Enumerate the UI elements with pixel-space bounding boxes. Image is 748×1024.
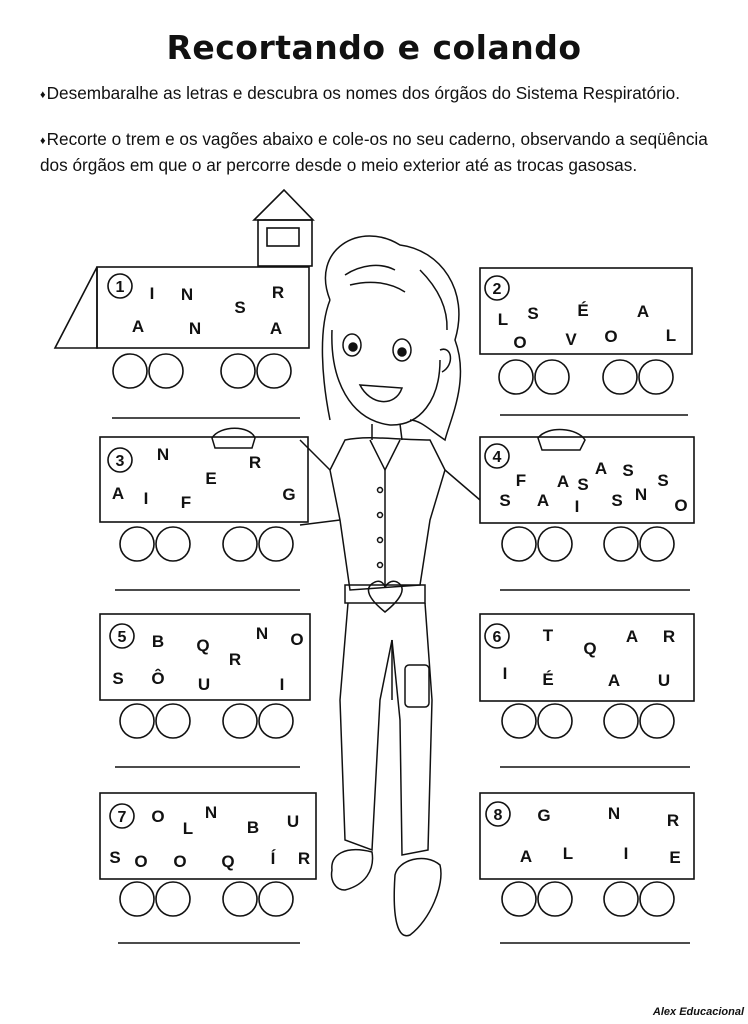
letter: N — [607, 804, 621, 823]
instruction-2-text: Recorte o trem e os vagões abaixo e cole-os no seu caderno, observando a seqüência dos órgãos em que o ar percorre desde o meio exterior até as trocas gasosas. — [40, 129, 708, 175]
letter: B — [246, 818, 260, 837]
car-number-3: 3 — [115, 453, 125, 470]
letter: S — [109, 848, 121, 867]
letter: O — [173, 852, 187, 871]
letter: I — [149, 284, 155, 303]
letter: N — [188, 319, 202, 338]
car-number-4: 4 — [492, 449, 502, 466]
letter: A — [519, 847, 533, 866]
letter: I — [574, 497, 580, 516]
letter: Ô — [151, 669, 165, 688]
letter: A — [269, 319, 283, 338]
page-title: Recortando e colando — [166, 28, 582, 67]
letter: I — [623, 844, 629, 863]
bullet-icon: ♦ — [40, 135, 46, 147]
letter: I — [143, 489, 149, 508]
letter: A — [625, 627, 639, 646]
letter: S — [577, 475, 589, 494]
letter: F — [180, 493, 192, 512]
letter: A — [636, 302, 650, 321]
letter: L — [562, 844, 574, 863]
letter: É — [542, 670, 554, 689]
letter: R — [662, 627, 676, 646]
car-number-2: 2 — [492, 281, 502, 298]
letter: U — [197, 675, 211, 694]
letter: R — [248, 453, 262, 472]
letter: N — [156, 445, 170, 464]
girl-illustration — [212, 236, 585, 936]
letter: O — [604, 327, 618, 346]
letter: O — [134, 852, 148, 871]
letter: R — [666, 811, 680, 830]
train-car-8 — [480, 793, 694, 943]
letter: S — [657, 471, 669, 490]
letter: N — [255, 624, 269, 643]
car-number-5: 5 — [117, 629, 127, 646]
publisher-credit: Alex Educacional — [652, 1006, 744, 1018]
car-number-1: 1 — [115, 279, 125, 296]
letter: S — [234, 298, 246, 317]
letter: Q — [196, 636, 210, 655]
letter: B — [151, 632, 165, 651]
car-number-8: 8 — [493, 807, 503, 824]
letter: E — [669, 848, 681, 867]
letter: R — [271, 283, 285, 302]
letter: O — [151, 807, 165, 826]
letter: Q — [221, 852, 235, 871]
letter: G — [537, 806, 551, 825]
letter: A — [594, 459, 608, 478]
letter: S — [527, 304, 539, 323]
letter: L — [665, 326, 677, 345]
letter: S — [112, 669, 124, 688]
letter: A — [536, 491, 550, 510]
instruction-1-text: Desembaralhe as letras e descubra os nomes dos órgãos do Sistema Respiratório. — [46, 83, 681, 103]
train-car-2 — [480, 268, 692, 415]
letter: N — [180, 285, 194, 304]
letter: O — [513, 333, 527, 352]
locomotive-cabin — [254, 190, 313, 266]
letter: T — [542, 626, 554, 645]
letter: S — [611, 491, 623, 510]
letter: F — [515, 471, 527, 490]
letter: R — [297, 849, 311, 868]
letter: A — [131, 317, 145, 336]
letter: A — [607, 671, 621, 690]
letter: E — [205, 469, 217, 488]
letter: S — [622, 461, 634, 480]
letter: N — [634, 485, 648, 504]
letter: É — [577, 301, 589, 320]
letter: Í — [270, 849, 276, 868]
letter: O — [674, 496, 688, 515]
letter: R — [228, 650, 242, 669]
letter: I — [502, 664, 508, 683]
letter: O — [290, 630, 304, 649]
letter: Q — [583, 639, 597, 658]
letter: I — [279, 675, 285, 694]
letter: S — [499, 491, 511, 510]
car-number-7: 7 — [117, 809, 127, 826]
letter: G — [282, 485, 296, 504]
letter: L — [182, 819, 194, 838]
letter: A — [556, 472, 570, 491]
letter: U — [657, 671, 671, 690]
bullet-icon: ♦ — [40, 89, 46, 101]
letter: U — [286, 812, 300, 831]
letter: N — [204, 803, 218, 822]
letter: V — [565, 330, 577, 349]
car-number-6: 6 — [492, 629, 502, 646]
train-car-4 — [480, 437, 694, 590]
letter: A — [111, 484, 125, 503]
letter: L — [497, 310, 509, 329]
